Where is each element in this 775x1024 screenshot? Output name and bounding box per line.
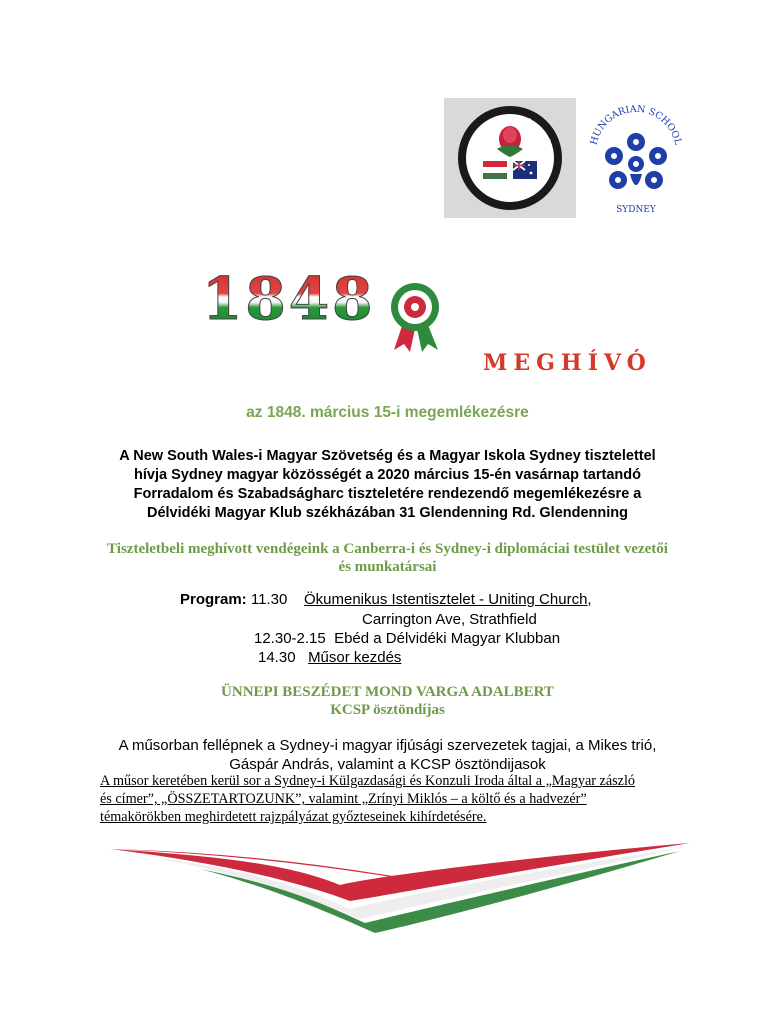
- program-label: Program:: [180, 591, 247, 608]
- speech-line: ÜNNEPI BESZÉDET MOND VARGA ADALBERT: [221, 684, 554, 700]
- school-city-text: SYDNEY: [616, 205, 656, 215]
- hungarian-school-logo: [578, 100, 694, 220]
- drawing-contest-paragraph: [100, 772, 696, 826]
- intro-line: Délvidéki Magyar Klub székházában 31 Glendenning Rd. Glendenning: [146, 505, 628, 521]
- school-name-text: HUNGARIAN SCHOOL: [588, 103, 684, 147]
- performers-line: Gáspár András, valamint a KCSP ösztöndijasok: [229, 756, 546, 773]
- speech-announcement: [0, 683, 775, 719]
- program-time: 12.30-2.15: [254, 630, 326, 647]
- speech-line: KCSP ösztöndíjas: [330, 702, 445, 718]
- program-item-text: Carrington Ave, Strathfield: [362, 611, 537, 628]
- performers-paragraph: [0, 736, 775, 774]
- intro-line: hívja Sydney magyar közösségét a 2020 március 15-én vasárnap tartandó: [134, 467, 641, 483]
- program-item-text: Műsor kezdés: [308, 649, 402, 666]
- flag-ribbon-decoration: [110, 835, 690, 935]
- year-banner: [196, 262, 454, 352]
- hungarian-flag-icon: [483, 161, 507, 179]
- council-ring-bottom-text: HUNGARIAN COUNCIL OF NSW INC: [468, 163, 552, 203]
- guests-line: Tiszteletbeli meghívott vendégeink a Canberra-i és Sydney-i diplomáciai testület vezetői: [107, 541, 668, 557]
- guests-paragraph: [0, 540, 775, 576]
- program-time: 11.30: [250, 591, 288, 608]
- intro-line: A New South Wales-i Magyar Szövetség és a Magyar Iskola Sydney tisztelettel: [119, 448, 656, 464]
- cockade-icon: [382, 280, 452, 352]
- australian-flag-icon: [513, 161, 537, 179]
- year-text: 1848: [202, 265, 376, 333]
- program-time: 14.30: [258, 649, 296, 666]
- program-item-text: Ebéd a Délvidéki Magyar Klubban: [334, 630, 561, 647]
- guests-line: és munkatársai: [338, 559, 437, 575]
- invitation-heading: MEGHÍVÓ: [483, 350, 652, 376]
- council-ring-top-text: NEW MAGYAR SZÖVETSÉG: [466, 113, 553, 151]
- logo-panel: [444, 98, 576, 218]
- intro-line: Forradalom és Szabadságharc tiszteletére rendezendő megemlékezésre a: [133, 486, 642, 502]
- program-item-text: Ökumenikus Istentisztelet - Uniting Church,: [303, 591, 592, 608]
- drawing-line: és címer”, „ÖSSZETARTOZUNK”, valamint „Zrínyi Miklós – a költő és a hadvezér”: [100, 791, 587, 807]
- invitation-subheading: az 1848. március 15-i megemlékezésre: [246, 404, 529, 421]
- performers-line: A műsorban fellépnek a Sydney-i magyar ifjúsági szervezetek tagjai, a Mikes trió,: [118, 737, 657, 754]
- intro-paragraph: [0, 447, 775, 523]
- drawing-line: témakörökben meghirdetett rajzpályázat győzteseinek kihírdetésére.: [100, 809, 487, 825]
- hungarian-council-logo: [455, 105, 565, 211]
- drawing-line: A műsor keretében kerül sor a Sydney-i Külgazdasági és Konzuli Iroda által a „Magyar zászló: [100, 773, 635, 789]
